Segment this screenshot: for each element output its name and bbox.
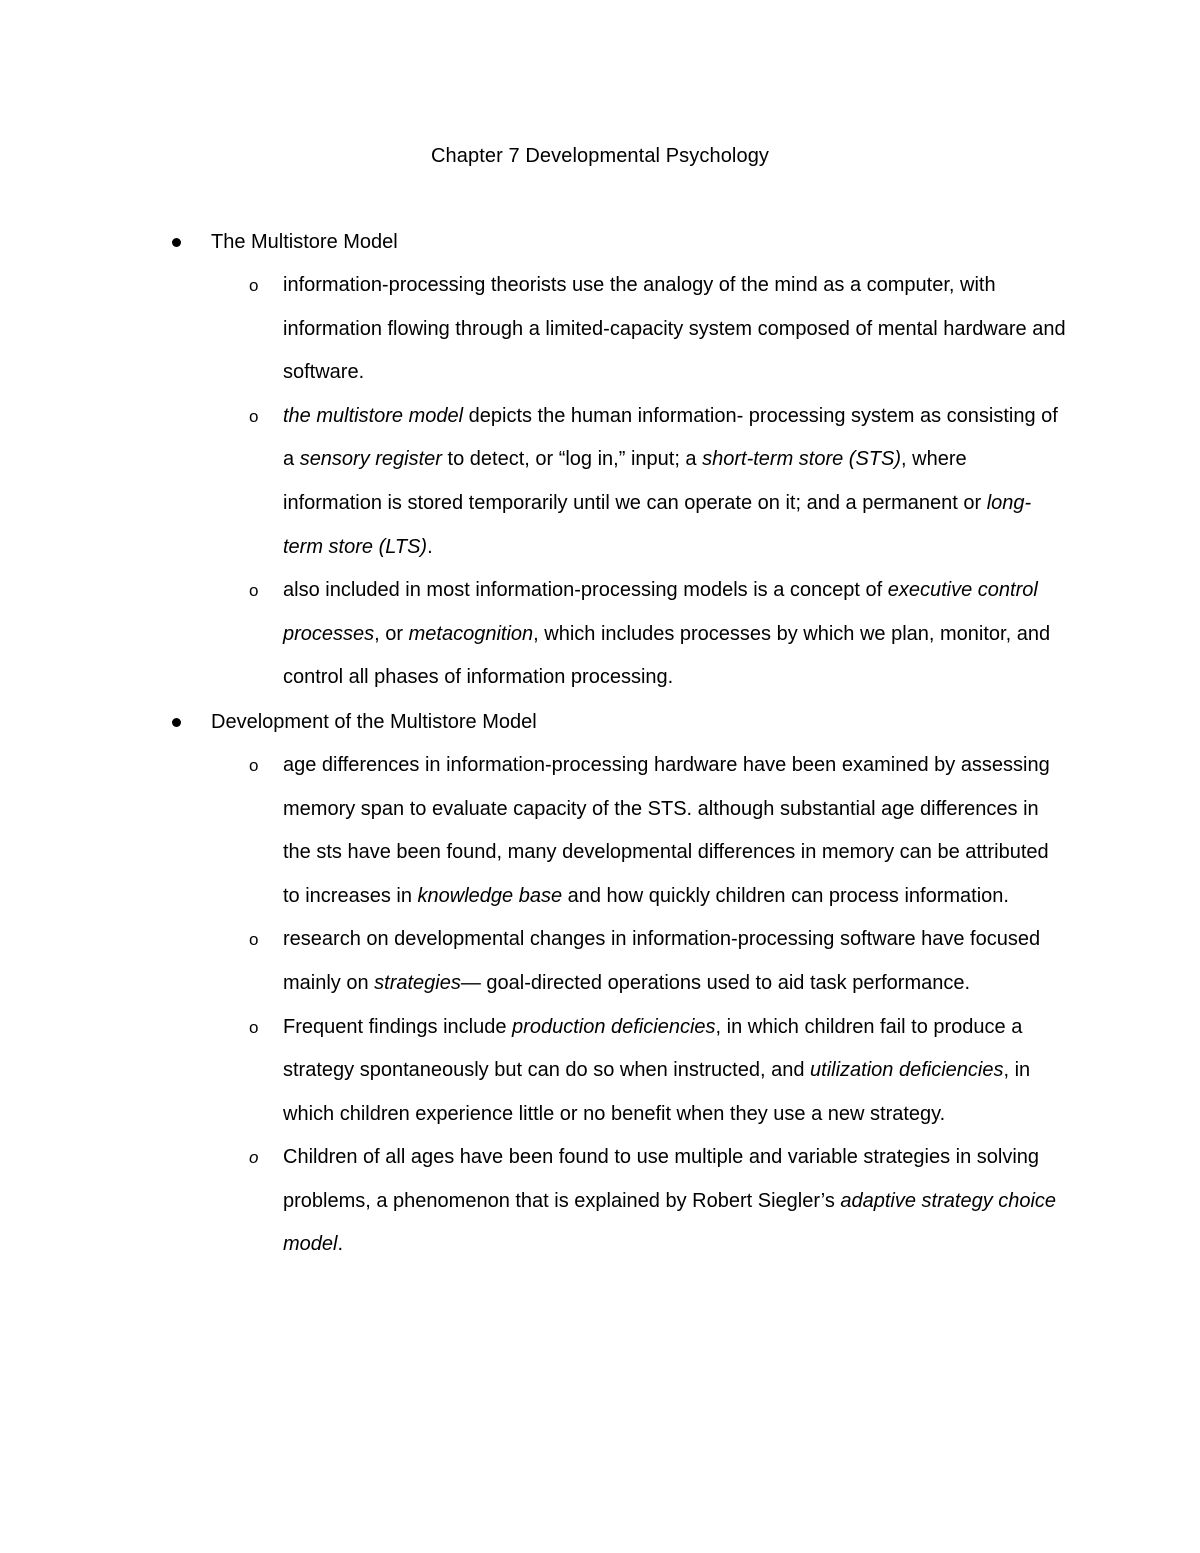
text-run: , in which children experience little or no benefit when they use a new strategy.	[283, 1059, 1031, 1125]
italic-term: production deficiencies	[512, 1015, 716, 1038]
section-heading: Development of the Multistore Model	[211, 710, 537, 733]
circle-bullet-icon: o	[249, 406, 259, 426]
list-item	[0, 395, 1068, 569]
sub-list	[0, 744, 1200, 1267]
bullet-icon	[172, 238, 181, 247]
list-item	[0, 569, 1068, 700]
list-item	[0, 1136, 1068, 1267]
section-heading-row	[0, 220, 1200, 264]
italic-term: strategies	[374, 971, 461, 994]
section-heading: The Multistore Model	[211, 231, 398, 253]
italic-term: the multistore model	[283, 404, 464, 427]
text-run: depicts the human information- processing system as consisting of a	[283, 404, 1058, 471]
list-item	[0, 744, 1068, 918]
text-run: , or	[374, 622, 409, 645]
text-run: and how quickly children can process information.	[562, 884, 1009, 907]
list-item-text	[283, 1016, 1030, 1125]
text-run: — goal-directed operations used to aid task performance.	[460, 971, 971, 994]
circle-bullet-icon: o	[249, 581, 259, 601]
list-item-text	[283, 928, 1040, 994]
text-run: .	[337, 1233, 344, 1256]
circle-bullet-icon: o	[249, 1017, 259, 1037]
list-item	[0, 1006, 1068, 1137]
list-item	[0, 918, 1068, 1005]
outline-section	[0, 700, 1200, 1267]
page-title: Chapter 7 Developmental Psychology	[430, 145, 770, 167]
list-item-text	[283, 754, 1050, 907]
text-run: , where information is stored temporarily until we can operate on it; and a permanent or	[283, 448, 987, 514]
circle-bullet-icon: o	[249, 276, 259, 295]
list-item-text	[283, 405, 1058, 558]
text-run: information-processing theorists use the analogy of the mind as a computer, with information flowing through a limited-capacity system composed of mental hardware and software.	[283, 274, 1066, 384]
text-run: also included in most information-processing models is a concept of	[283, 579, 888, 602]
sub-list	[0, 264, 1200, 700]
italic-term: metacognition	[408, 622, 534, 645]
text-run: to detect, or “log in,” input; a	[441, 448, 703, 471]
text-run: .	[427, 535, 433, 558]
italic-term: adaptive strategy choice model	[283, 1189, 1057, 1256]
text-run: , in which children fail to produce a strategy spontaneously but can do so when instructed, and	[283, 1015, 1023, 1082]
bullet-icon	[172, 718, 181, 727]
italic-term: long-term store (LTS)	[283, 491, 1032, 558]
text-run: Children of all ages have been found to use multiple and variable strategies in solving problems, a phenomenon that is explained by Robert Siegler’s	[283, 1146, 1040, 1212]
italic-term: knowledge base	[417, 884, 563, 907]
outline-section	[0, 220, 1200, 700]
circle-bullet-icon: o	[249, 755, 259, 775]
list-item-text	[283, 274, 1066, 383]
italic-term: utilization deficiencies	[810, 1059, 1004, 1082]
italic-term: sensory register	[299, 448, 442, 471]
outline-list	[0, 220, 1200, 1267]
italic-term: short-term store (STS)	[702, 448, 902, 471]
section-heading-row	[0, 700, 1200, 744]
text-run: , which includes processes by which we plan, monitor, and control all phases of information processing.	[283, 622, 1051, 689]
list-item-text	[283, 579, 1050, 688]
circle-bullet-icon: o	[249, 930, 259, 950]
text-run: age differences in information-processing hardware have been examined by assessing memory span to evaluate capacity of the STS. although substantial age differences in the sts have been found, many developmental differences in memory can be attributed to increases in	[283, 753, 1050, 907]
italic-term: executive control processes	[283, 579, 1038, 645]
list-item	[0, 264, 1068, 395]
text-run: research on developmental changes in information-processing software have focused mainly on	[283, 928, 1041, 994]
circle-bullet-icon: o	[249, 1148, 259, 1168]
list-item-text	[283, 1146, 1056, 1255]
text-run: Frequent findings include	[283, 1015, 513, 1038]
